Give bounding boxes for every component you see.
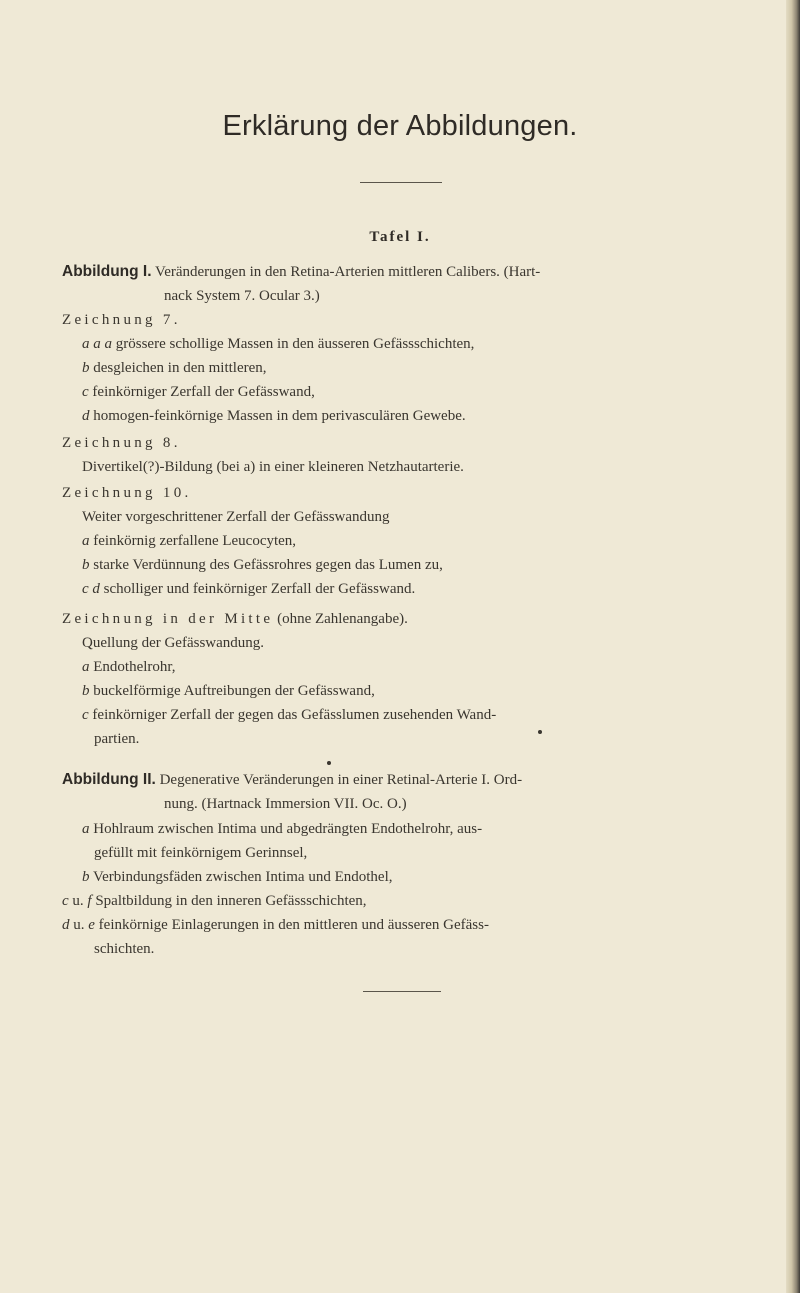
item-letters: c d	[82, 581, 100, 597]
list-item	[82, 383, 315, 401]
item-text: Hohlraum zwischen Intima und abgedrängten Endothelrohr, aus-	[93, 821, 483, 837]
list-item	[82, 868, 393, 886]
item-text: scholliger und feinkörniger Zerfall der Gefässwand.	[103, 581, 416, 597]
item-text: Verbindungsfäden zwischen Intima und Endothel,	[92, 869, 393, 885]
item-text: feinkörnig zerfallene Leucocyten,	[93, 533, 297, 549]
list-item	[82, 335, 474, 353]
list-item-cont: schichten.	[94, 941, 155, 957]
item-text: Spaltbildung in den inneren Gefässschichten,	[95, 893, 367, 909]
figure-2-line	[62, 771, 522, 789]
list-item	[82, 407, 466, 425]
item-letters: a a a	[82, 336, 112, 352]
middle-drawing-intro: Quellung der Gefässwandung.	[82, 635, 265, 651]
ink-speck	[538, 730, 542, 734]
item-text: feinkörniger Zerfall der Gefässwand,	[92, 384, 315, 400]
item-letters: c	[62, 893, 69, 909]
figure-1-description-cont: nack System 7. Ocular 3.)	[164, 288, 320, 304]
item-letters: c	[82, 384, 89, 400]
drawing-8-heading: Zeichnung 8.	[62, 435, 181, 451]
list-item	[62, 892, 367, 910]
item-text: desgleichen in den mittleren,	[93, 360, 267, 376]
item-letters: b	[82, 869, 90, 885]
list-item	[82, 820, 482, 838]
list-item	[82, 706, 496, 724]
item-letters: a	[82, 821, 90, 837]
item-letters: b	[82, 557, 90, 573]
item-letters: a	[82, 533, 90, 549]
drawing-10-intro: Weiter vorgeschrittener Zerfall der Gefässwandung	[82, 509, 390, 525]
item-letters: c	[82, 707, 89, 723]
drawing-8-text: Divertikel(?)-Bildung (bei a) in einer kleineren Netzhautarterie.	[82, 459, 464, 475]
title-divider	[360, 182, 442, 183]
list-item	[82, 359, 267, 377]
item-text: grössere schollige Massen in den äusseren Gefässschichten,	[115, 336, 475, 352]
item-text: feinkörnige Einlagerungen in den mittleren und äusseren Gefäss-	[98, 917, 489, 933]
item-text: Endothelrohr,	[93, 659, 176, 675]
list-item	[82, 556, 443, 574]
figure-1-line	[62, 263, 540, 281]
item-letters-2: e	[88, 917, 95, 933]
item-letters: d	[62, 917, 70, 933]
drawing-7-heading: Zeichnung 7.	[62, 312, 181, 328]
page-title: Erklärung der Abbildungen.	[222, 110, 578, 142]
list-item	[82, 658, 176, 676]
item-letters: b	[82, 683, 90, 699]
list-item	[82, 532, 296, 550]
item-letters: d	[82, 408, 90, 424]
middle-drawing-line	[62, 610, 408, 628]
figure-1-label: Abbildung I.	[62, 263, 152, 280]
item-text: buckelförmige Auftreibungen der Gefässwand,	[93, 683, 375, 699]
figure-1-description: Veränderungen in den Retina-Arterien mittleren Calibers. (Hart-	[155, 264, 541, 280]
item-letters: a	[82, 659, 90, 675]
item-conjunction: u.	[72, 893, 84, 909]
list-item-cont: gefüllt mit feinkörnigem Gerinnsel,	[94, 845, 308, 861]
drawing-10-heading: Zeichnung 10.	[62, 485, 192, 501]
figure-2-description: Degenerative Veränderungen in einer Retinal-Arterie I. Ord-	[159, 772, 523, 788]
list-item	[82, 580, 415, 598]
page-edge-shadow	[786, 0, 800, 1293]
item-text: feinkörniger Zerfall der gegen das Gefässlumen zusehenden Wand-	[92, 707, 497, 723]
middle-drawing-note: (ohne Zahlenangabe).	[277, 611, 408, 627]
end-divider	[363, 991, 441, 992]
item-text: homogen-feinkörnige Massen in dem perivasculären Gewebe.	[93, 408, 466, 424]
figure-2-label: Abbildung II.	[62, 771, 156, 788]
item-text: starke Verdünnung des Gefässrohres gegen das Lumen zu,	[93, 557, 443, 573]
item-letters-2: f	[87, 893, 92, 909]
list-item-cont: partien.	[94, 731, 140, 747]
ink-speck	[327, 761, 331, 765]
middle-drawing-heading: Zeichnung in der Mitte	[62, 611, 274, 627]
plate-heading: Tafel I.	[369, 229, 431, 245]
item-conjunction: u.	[73, 917, 85, 933]
item-letters: b	[82, 360, 90, 376]
list-item	[82, 682, 375, 700]
figure-2-description-cont: nung. (Hartnack Immersion VII. Oc. O.)	[164, 796, 407, 812]
list-item	[62, 916, 489, 934]
